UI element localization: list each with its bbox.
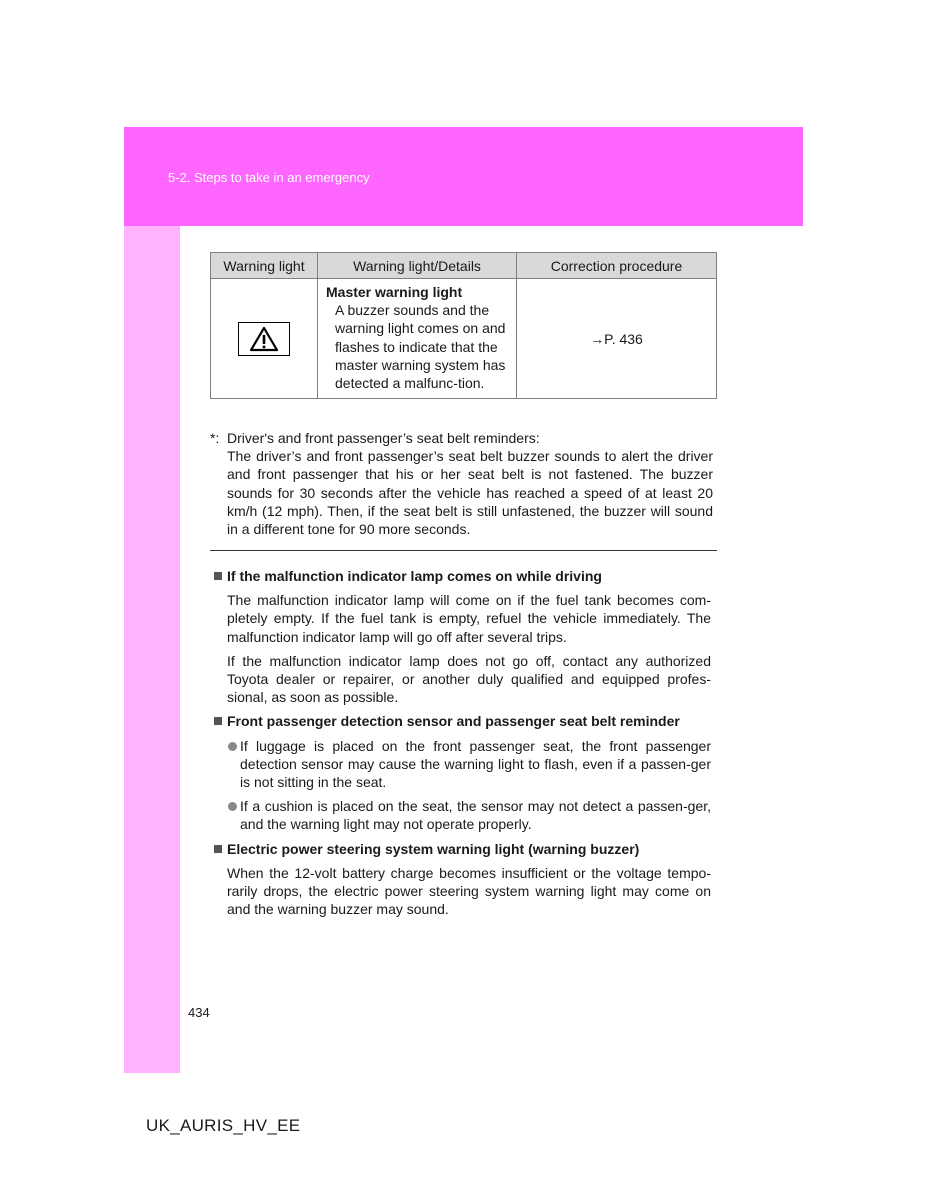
details-title: Master warning light	[326, 284, 463, 300]
square-bullet-icon	[214, 717, 222, 725]
table-header-row	[211, 253, 717, 279]
details-cell	[318, 279, 517, 399]
square-bullet-icon	[214, 572, 222, 580]
square-bullet-icon	[214, 845, 222, 853]
paragraph: When the 12-volt battery charge becomes insufficient or the voltage tempo-rarily drops, the electric power steering system warning light may come on and the warning buzzer may sound.	[227, 864, 711, 918]
section-title: 5-2. Steps to take in an emergency	[168, 170, 370, 185]
side-tab-strip	[124, 226, 180, 1073]
document-code: UK_AURIS_HV_EE	[146, 1116, 301, 1135]
table-row	[211, 279, 717, 399]
warning-triangle-icon	[238, 322, 290, 356]
divider	[210, 550, 717, 551]
column-header-correction: Correction procedure	[517, 253, 717, 279]
list-item: If a cushion is placed on the seat, the sensor may not detect a passen-ger, and the warning light may not operate properly.	[227, 797, 711, 833]
section-heading: If the malfunction indicator lamp comes on while driving	[214, 567, 711, 585]
info-sections	[214, 567, 711, 924]
section-heading: Front passenger detection sensor and passenger seat belt reminder	[214, 712, 711, 730]
footnote-text: The driver’s and front passenger’s seat belt buzzer sounds to alert the driver and front passenger that his or her seat belt is not fastened. The buzzer sounds for 30 seconds after the vehicle has reached a speed of at least 20 km/h (12 mph). Then, if the seat belt is still unfastened, the buzzer will sound in a different tone for 90 more seconds.	[227, 448, 713, 538]
paragraph: If the malfunction indicator lamp does not go off, contact any authorized Toyota dealer or repairer, or another duly qualified and equipped profes-sional, as soon as possible.	[227, 652, 711, 706]
list-item: If luggage is placed on the front passenger seat, the front passenger detection sensor may cause the warning light to flash, even if a passen-ger is not sitting in the seat.	[227, 737, 711, 792]
footnote-mark: *:	[210, 430, 220, 446]
footnote	[210, 429, 713, 538]
column-header-warning-light: Warning light	[211, 253, 318, 279]
column-header-details: Warning light/Details	[318, 253, 517, 279]
correction-reference: →P. 436	[517, 279, 717, 399]
page-number: 434	[188, 1005, 210, 1020]
warning-light-cell	[211, 279, 318, 399]
footnote-title: Driver's and front passenger’s seat belt reminders:	[227, 430, 540, 446]
paragraph: The malfunction indicator lamp will come on if the fuel tank becomes com-pletely empty. If the fuel tank is empty, refuel the vehicle immediately. The malfunction indicator lamp will go off after several trips.	[227, 592, 711, 645]
details-text: A buzzer sounds and the warning light comes on and flashes to indicate that the master warning system has detected a malfunc-tion.	[335, 302, 506, 392]
round-bullet-icon	[228, 802, 237, 811]
section-heading: Electric power steering system warning light (warning buzzer)	[214, 840, 711, 858]
warning-light-table	[210, 252, 717, 399]
round-bullet-icon	[228, 742, 237, 751]
